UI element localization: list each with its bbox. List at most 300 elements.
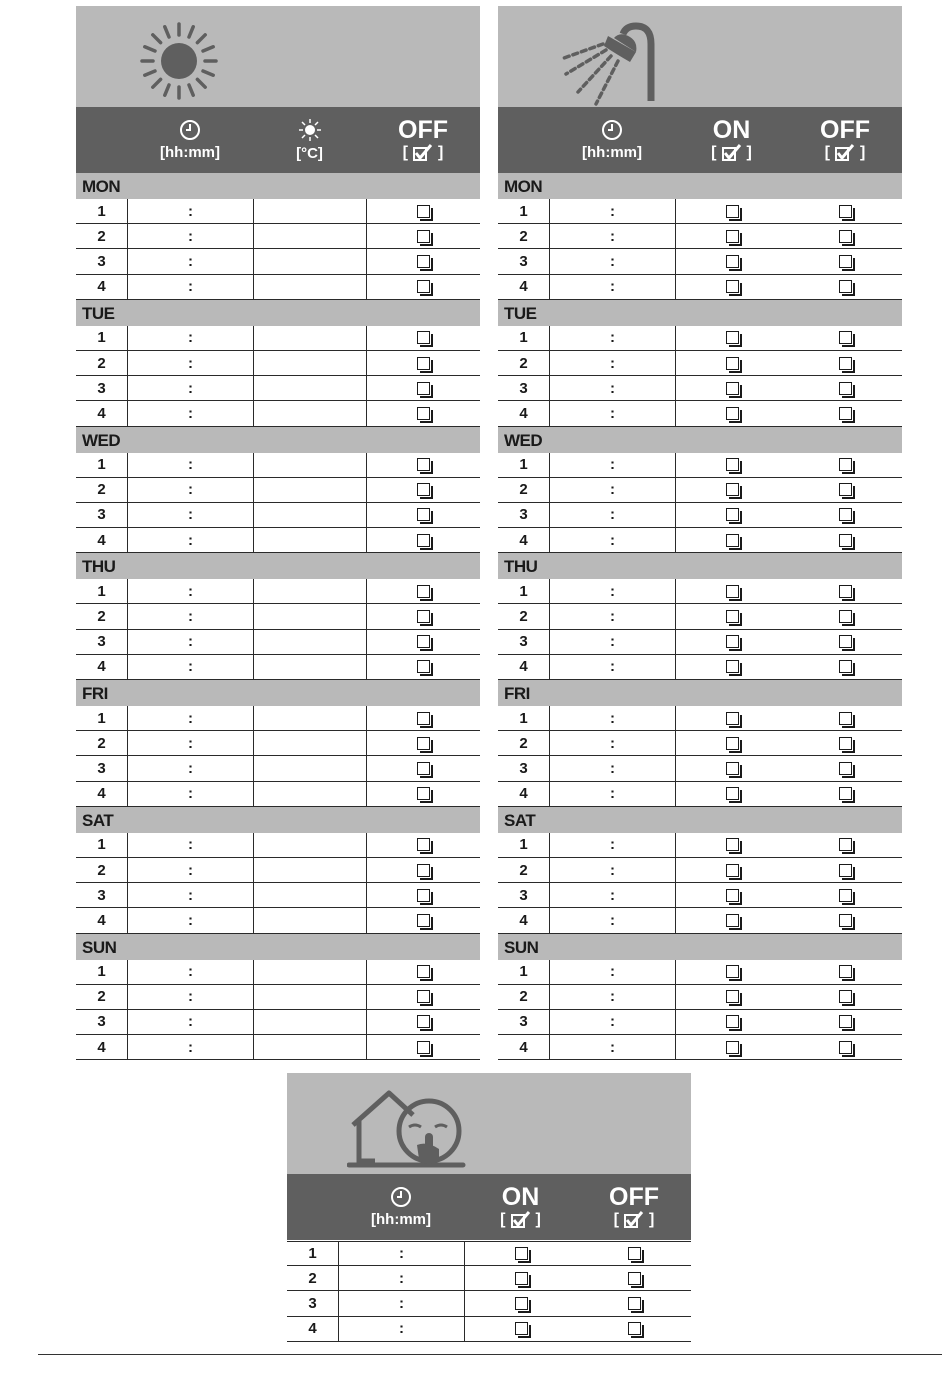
row-number: 2 (97, 227, 106, 245)
off-checkbox[interactable] (839, 357, 852, 370)
off-checkbox[interactable] (417, 838, 430, 851)
time-input[interactable]: : (127, 883, 253, 907)
temperature-input[interactable] (253, 985, 366, 1009)
on-checkbox-cell (675, 960, 788, 984)
bracket-open: [ (402, 143, 408, 161)
row-number: 2 (519, 227, 528, 245)
time-input[interactable]: : (549, 528, 675, 552)
row-number: 4 (519, 785, 528, 803)
off-checkbox[interactable] (417, 255, 430, 268)
off-checkbox[interactable] (839, 914, 852, 927)
row-number: 3 (308, 1294, 317, 1312)
absence-header (287, 1174, 691, 1240)
off-checkbox[interactable] (417, 914, 430, 927)
time-input[interactable]: : (127, 1035, 253, 1059)
off-checkbox-cell (366, 782, 480, 806)
bracket-close: ] (860, 143, 866, 161)
on-checkbox-cell (675, 326, 788, 350)
off-checkbox-cell (366, 376, 480, 400)
time-input[interactable]: : (127, 351, 253, 375)
table-row (498, 833, 902, 858)
time-input[interactable]: : (549, 731, 675, 755)
off-checkbox-cell (366, 401, 480, 425)
temperature-input[interactable] (253, 249, 366, 273)
off-checkbox[interactable] (417, 965, 430, 978)
off-checkbox-cell (366, 706, 480, 730)
off-checkbox[interactable] (417, 635, 430, 648)
table-row (498, 782, 902, 807)
on-checkbox[interactable] (726, 635, 739, 648)
row-number: 1 (97, 709, 106, 727)
off-checkbox[interactable] (839, 635, 852, 648)
time-input[interactable]: : (127, 833, 253, 857)
off-checkbox[interactable] (839, 458, 852, 471)
time-input[interactable]: : (127, 224, 253, 248)
table-row (498, 1035, 902, 1060)
time-input[interactable]: : (549, 756, 675, 780)
hot-water-off-header (788, 107, 902, 173)
temperature-input[interactable] (253, 858, 366, 882)
on-checkbox[interactable] (726, 610, 739, 623)
shower-icon (556, 16, 656, 106)
off-checkbox[interactable] (839, 610, 852, 623)
time-input[interactable]: : (127, 376, 253, 400)
off-checkbox[interactable] (839, 205, 852, 218)
off-checkbox[interactable] (839, 407, 852, 420)
time-input[interactable]: : (549, 401, 675, 425)
on-checkbox[interactable] (515, 1272, 528, 1285)
time-input[interactable]: : (549, 706, 675, 730)
on-checkbox[interactable] (726, 838, 739, 851)
temperature-input[interactable] (253, 528, 366, 552)
time-input[interactable]: : (127, 960, 253, 984)
page-divider (38, 1354, 942, 1355)
off-checkbox-cell (788, 1010, 902, 1034)
table-row (498, 376, 902, 401)
off-checkbox-cell (366, 960, 480, 984)
table-row (498, 630, 902, 655)
time-input[interactable]: : (127, 249, 253, 273)
off-checkbox-cell (788, 833, 902, 857)
row-number: 4 (519, 911, 528, 929)
absence-rows (287, 1241, 691, 1342)
table-row (76, 731, 480, 756)
heating-icon-area (76, 6, 480, 107)
house-quiet-icon (347, 1087, 467, 1169)
off-checkbox[interactable] (417, 407, 430, 420)
row-number: 4 (308, 1320, 317, 1338)
off-checkbox[interactable] (839, 585, 852, 598)
checkmark-box-icon (722, 144, 742, 162)
off-checkbox[interactable] (839, 990, 852, 1003)
time-input[interactable]: : (127, 731, 253, 755)
time-input[interactable]: : (549, 960, 675, 984)
off-checkbox[interactable] (839, 965, 852, 978)
off-checkbox[interactable] (839, 331, 852, 344)
on-checkbox-cell (464, 1317, 577, 1341)
off-checkbox-cell (788, 782, 902, 806)
temperature-input[interactable] (253, 731, 366, 755)
temperature-input[interactable] (253, 833, 366, 857)
off-checkbox[interactable] (839, 382, 852, 395)
off-checkbox[interactable] (417, 990, 430, 1003)
on-checkbox[interactable] (726, 585, 739, 598)
row-number: 2 (97, 861, 106, 879)
row-number: 4 (97, 1038, 106, 1056)
time-input[interactable]: : (549, 1010, 675, 1034)
heating-temp-header (253, 107, 366, 173)
temperature-input[interactable] (253, 579, 366, 603)
time-input[interactable]: : (338, 1266, 464, 1290)
time-input[interactable]: : (127, 453, 253, 477)
off-checkbox[interactable] (417, 660, 430, 673)
table-row (76, 883, 480, 908)
off-checkbox-cell (788, 756, 902, 780)
on-checkbox[interactable] (726, 255, 739, 268)
off-checkbox[interactable] (417, 1041, 430, 1054)
row-number: 1 (519, 836, 528, 854)
off-checkbox-cell (788, 503, 902, 527)
off-checkbox[interactable] (417, 889, 430, 902)
temperature-input[interactable] (253, 199, 366, 223)
off-checkbox[interactable] (628, 1322, 641, 1335)
time-input[interactable]: : (549, 199, 675, 223)
time-input[interactable]: : (549, 503, 675, 527)
table-row (287, 1266, 691, 1291)
on-checkbox[interactable] (726, 407, 739, 420)
off-checkbox-cell (788, 706, 902, 730)
off-checkbox-cell (788, 604, 902, 628)
temperature-input[interactable] (253, 1035, 366, 1059)
off-checkbox[interactable] (839, 737, 852, 750)
table-row (498, 224, 902, 249)
temperature-input[interactable] (253, 655, 366, 679)
on-checkbox-cell (675, 833, 788, 857)
table-row (76, 833, 480, 858)
bracket-close: ] (535, 1210, 541, 1228)
row-number: 2 (519, 354, 528, 372)
off-checkbox[interactable] (417, 483, 430, 496)
off-checkbox[interactable] (417, 610, 430, 623)
on-checkbox-cell (675, 503, 788, 527)
table-row (76, 351, 480, 376)
off-checkbox[interactable] (417, 534, 430, 547)
temperature-input[interactable] (253, 1010, 366, 1034)
off-checkbox[interactable] (839, 255, 852, 268)
temperature-input[interactable] (253, 453, 366, 477)
off-checkbox[interactable] (417, 331, 430, 344)
off-checkbox[interactable] (839, 864, 852, 877)
on-checkbox[interactable] (726, 205, 739, 218)
on-checkbox[interactable] (726, 1041, 739, 1054)
row-number: 4 (519, 278, 528, 296)
off-checkbox[interactable] (839, 712, 852, 725)
time-input[interactable]: : (549, 376, 675, 400)
time-input[interactable]: : (549, 249, 675, 273)
checkmark-box-icon (511, 1211, 531, 1229)
off-checkbox[interactable] (628, 1272, 641, 1285)
time-input[interactable]: : (549, 604, 675, 628)
temperature-input[interactable] (253, 503, 366, 527)
heating-time-header (127, 107, 253, 173)
row-number: 1 (97, 963, 106, 981)
table-row (498, 401, 902, 426)
day-label-tue: TUE (76, 300, 480, 326)
off-checkbox[interactable] (839, 280, 852, 293)
off-checkbox[interactable] (628, 1297, 641, 1310)
off-checkbox[interactable] (839, 508, 852, 521)
temperature-input[interactable] (253, 376, 366, 400)
on-checkbox[interactable] (726, 357, 739, 370)
row-number: 4 (519, 658, 528, 676)
time-input[interactable]: : (127, 528, 253, 552)
on-checkbox-cell (675, 782, 788, 806)
time-input[interactable]: : (127, 908, 253, 932)
off-checkbox[interactable] (839, 787, 852, 800)
day-label-fri: FRI (498, 680, 902, 706)
time-input[interactable]: : (127, 275, 253, 299)
time-input[interactable]: : (549, 275, 675, 299)
temperature-input[interactable] (253, 604, 366, 628)
time-input[interactable]: : (549, 579, 675, 603)
table-row (76, 858, 480, 883)
time-input[interactable]: : (549, 985, 675, 1009)
on-checkbox-cell (675, 453, 788, 477)
temperature-input[interactable] (253, 960, 366, 984)
off-checkbox-cell (788, 326, 902, 350)
table-row (76, 782, 480, 807)
temperature-input[interactable] (253, 756, 366, 780)
off-checkbox[interactable] (417, 864, 430, 877)
time-input[interactable]: : (127, 401, 253, 425)
time-input[interactable]: : (127, 478, 253, 502)
time-input[interactable]: : (549, 1035, 675, 1059)
on-checkbox-cell (675, 756, 788, 780)
row-number: 2 (97, 354, 106, 372)
day-label-sun: SUN (498, 934, 902, 960)
table-row (76, 1010, 480, 1035)
off-checkbox[interactable] (417, 357, 430, 370)
time-input[interactable]: : (549, 883, 675, 907)
table-row (498, 731, 902, 756)
off-checkbox-cell (366, 908, 480, 932)
temperature-input[interactable] (253, 706, 366, 730)
row-number: 3 (519, 633, 528, 651)
time-input[interactable]: : (127, 199, 253, 223)
time-input[interactable]: : (549, 326, 675, 350)
checkmark-box-icon (835, 144, 855, 162)
off-checkbox-cell (366, 731, 480, 755)
time-input[interactable]: : (549, 224, 675, 248)
on-checkbox-cell (675, 908, 788, 932)
time-input[interactable]: : (549, 858, 675, 882)
off-checkbox[interactable] (839, 838, 852, 851)
on-checkbox[interactable] (726, 1015, 739, 1028)
on-checkbox[interactable] (726, 965, 739, 978)
time-input[interactable]: : (127, 503, 253, 527)
off-checkbox[interactable] (628, 1247, 641, 1260)
time-input[interactable]: : (549, 908, 675, 932)
on-checkbox[interactable] (726, 914, 739, 927)
row-number: 2 (519, 734, 528, 752)
checkmark-box-icon (413, 144, 433, 162)
on-checkbox[interactable] (726, 508, 739, 521)
temperature-input[interactable] (253, 883, 366, 907)
temperature-input[interactable] (253, 326, 366, 350)
time-input[interactable]: : (549, 655, 675, 679)
off-checkbox-cell (788, 275, 902, 299)
clock-icon (179, 119, 201, 141)
row-number: 2 (97, 734, 106, 752)
off-checkbox[interactable] (839, 1015, 852, 1028)
off-checkbox[interactable] (417, 585, 430, 598)
on-checkbox[interactable] (726, 280, 739, 293)
time-input[interactable]: : (549, 630, 675, 654)
clock-icon (601, 119, 623, 141)
table-row (498, 528, 902, 553)
off-checkbox-cell (788, 478, 902, 502)
day-label-wed: WED (76, 427, 480, 453)
time-input[interactable]: : (549, 782, 675, 806)
time-input[interactable]: : (127, 706, 253, 730)
on-checkbox[interactable] (726, 889, 739, 902)
on-checkbox[interactable] (515, 1322, 528, 1335)
off-checkbox[interactable] (417, 230, 430, 243)
table-row (76, 224, 480, 249)
off-checkbox[interactable] (417, 508, 430, 521)
time-input[interactable]: : (127, 655, 253, 679)
temperature-input[interactable] (253, 908, 366, 932)
on-checkbox[interactable] (726, 483, 739, 496)
on-checkbox[interactable] (726, 458, 739, 471)
table-row (498, 655, 902, 680)
temperature-input[interactable] (253, 401, 366, 425)
hot-water-schedule-panel (498, 6, 902, 1060)
time-input[interactable]: : (127, 604, 253, 628)
off-checkbox[interactable] (417, 458, 430, 471)
off-checkbox[interactable] (417, 382, 430, 395)
off-checkbox[interactable] (417, 205, 430, 218)
off-checkbox[interactable] (417, 280, 430, 293)
time-input[interactable]: : (549, 453, 675, 477)
off-checkbox[interactable] (839, 660, 852, 673)
off-checkbox[interactable] (417, 712, 430, 725)
off-checkbox-cell (366, 858, 480, 882)
table-row (498, 351, 902, 376)
on-checkbox-cell (675, 655, 788, 679)
off-checkbox[interactable] (839, 534, 852, 547)
on-checkbox[interactable] (726, 864, 739, 877)
on-checkbox[interactable] (726, 534, 739, 547)
on-checkbox[interactable] (726, 990, 739, 1003)
on-checkbox[interactable] (726, 331, 739, 344)
on-checkbox[interactable] (726, 762, 739, 775)
on-checkbox[interactable] (726, 737, 739, 750)
heating-temp-label: [°C] (296, 145, 323, 162)
time-input[interactable]: : (338, 1291, 464, 1315)
time-input[interactable]: : (127, 326, 253, 350)
on-checkbox[interactable] (726, 712, 739, 725)
time-input[interactable]: : (549, 478, 675, 502)
on-checkbox[interactable] (726, 230, 739, 243)
time-input[interactable]: : (338, 1242, 464, 1265)
off-checkbox[interactable] (417, 762, 430, 775)
row-number: 3 (97, 506, 106, 524)
day-label-tue: TUE (498, 300, 902, 326)
time-input[interactable]: : (127, 579, 253, 603)
temperature-input[interactable] (253, 782, 366, 806)
time-input[interactable]: : (127, 756, 253, 780)
off-checkbox-cell (366, 833, 480, 857)
off-checkbox[interactable] (839, 762, 852, 775)
temperature-input[interactable] (253, 478, 366, 502)
off-checkbox-cell (788, 883, 902, 907)
absence-schedule-panel (287, 1073, 691, 1342)
off-checkbox[interactable] (417, 787, 430, 800)
on-checkbox-cell (464, 1266, 577, 1290)
table-row (498, 883, 902, 908)
time-input[interactable]: : (549, 351, 675, 375)
off-checkbox[interactable] (839, 230, 852, 243)
off-checkbox-cell (366, 756, 480, 780)
on-checkbox[interactable] (515, 1247, 528, 1260)
temperature-input[interactable] (253, 630, 366, 654)
off-checkbox[interactable] (417, 737, 430, 750)
time-input[interactable]: : (338, 1317, 464, 1341)
bracket-open: [ (824, 143, 830, 161)
row-number: 1 (519, 456, 528, 474)
on-checkbox[interactable] (726, 787, 739, 800)
row-number: 1 (97, 329, 106, 347)
time-input[interactable]: : (549, 833, 675, 857)
row-number: 2 (519, 988, 528, 1006)
on-checkbox[interactable] (726, 660, 739, 673)
table-row (76, 985, 480, 1010)
time-input[interactable]: : (127, 630, 253, 654)
off-checkbox[interactable] (839, 1041, 852, 1054)
on-checkbox-cell (675, 706, 788, 730)
off-checkbox-cell (366, 579, 480, 603)
time-input[interactable]: : (127, 858, 253, 882)
table-row (76, 960, 480, 985)
off-checkbox-cell (788, 731, 902, 755)
temperature-input[interactable] (253, 351, 366, 375)
table-row (76, 706, 480, 731)
on-checkbox[interactable] (726, 382, 739, 395)
table-row (287, 1291, 691, 1316)
table-row (498, 478, 902, 503)
off-checkbox-cell (366, 453, 480, 477)
table-row (76, 275, 480, 300)
off-checkbox[interactable] (839, 483, 852, 496)
on-checkbox-cell (675, 604, 788, 628)
off-checkbox-cell (577, 1291, 691, 1315)
on-checkbox[interactable] (515, 1297, 528, 1310)
temperature-input[interactable] (253, 224, 366, 248)
on-checkbox-cell (675, 858, 788, 882)
row-number: 3 (519, 1013, 528, 1031)
on-checkbox-cell (675, 985, 788, 1009)
row-number: 3 (519, 759, 528, 777)
time-input[interactable]: : (127, 1010, 253, 1034)
off-checkbox[interactable] (839, 889, 852, 902)
on-checkbox-cell (675, 401, 788, 425)
on-checkbox-cell (675, 376, 788, 400)
off-checkbox[interactable] (417, 1015, 430, 1028)
temperature-input[interactable] (253, 275, 366, 299)
time-input[interactable]: : (127, 985, 253, 1009)
time-input[interactable]: : (127, 782, 253, 806)
